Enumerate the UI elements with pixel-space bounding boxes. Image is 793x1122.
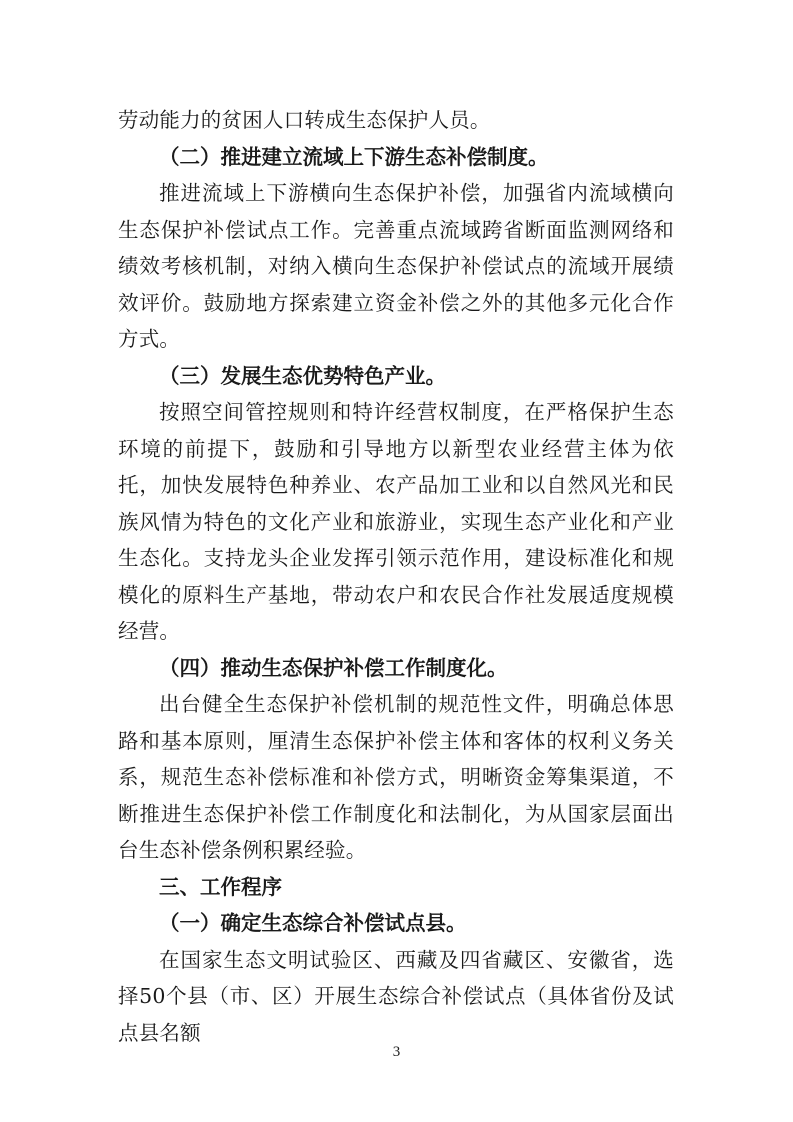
document-body bbox=[118, 102, 674, 1051]
subheading-3: （三）发展生态优势特色产业。 bbox=[159, 363, 446, 388]
paragraph-ecological-industry: 按照空间管控规则和特许经营权制度，在严格保护生态环境的前提下，鼓励和引导地方以新型农业经营主体为依托，加快发展特色种养业、农产品加工业和以自然风光和民族风情为特色的文化产业和旅游业，实现生态产业化和产业生态化。支持龙头企业发挥引领示范作用，建设标准化和规模化的原料生产基地，带动农户和农民合作社发展适度规模经营。 bbox=[118, 400, 674, 643]
paragraph-pilot-selection: 在国家生态文明试验区、西藏及四省藏区、安徽省，选择50个县（市、区）开展生态综合补偿试点（具体省份及试点县名额 bbox=[118, 947, 674, 1045]
section-heading-work-procedure: 三、工作程序 bbox=[159, 874, 282, 899]
subheading-determine-pilot-counties: （一）确定生态综合补偿试点县。 bbox=[159, 911, 467, 935]
paragraph-institutionalization: 出台健全生态保护补偿机制的规范性文件，明确总体思路和基本原则，厘清生态保护补偿主体和客体的权利义务关系，规范生态补偿标准和补偿方式，明晰资金筹集渠道，不断推进生态保护补偿工作制度化和法制化，为从国家层面出台生态补偿条例积累经验。 bbox=[118, 692, 674, 862]
paragraph-watershed-compensation: 推进流域上下游横向生态保护补偿，加强省内流域横向生态保护补偿试点工作。完善重点流域跨省断面监测网络和绩效考核机制，对纳入横向生态保护补偿试点的流域开展绩效评价。鼓励地方探索建立资金补偿之外的其他多元化合作方式。 bbox=[118, 181, 674, 351]
paragraph-continuation: 劳动能力的贫困人口转成生态保护人员。 bbox=[118, 108, 491, 132]
page-number: 3 bbox=[392, 1044, 401, 1060]
subheading-4: （四）推动生态保护补偿工作制度化。 bbox=[159, 655, 508, 680]
subheading-2: （二）推进建立流域上下游生态补偿制度。 bbox=[159, 144, 549, 169]
